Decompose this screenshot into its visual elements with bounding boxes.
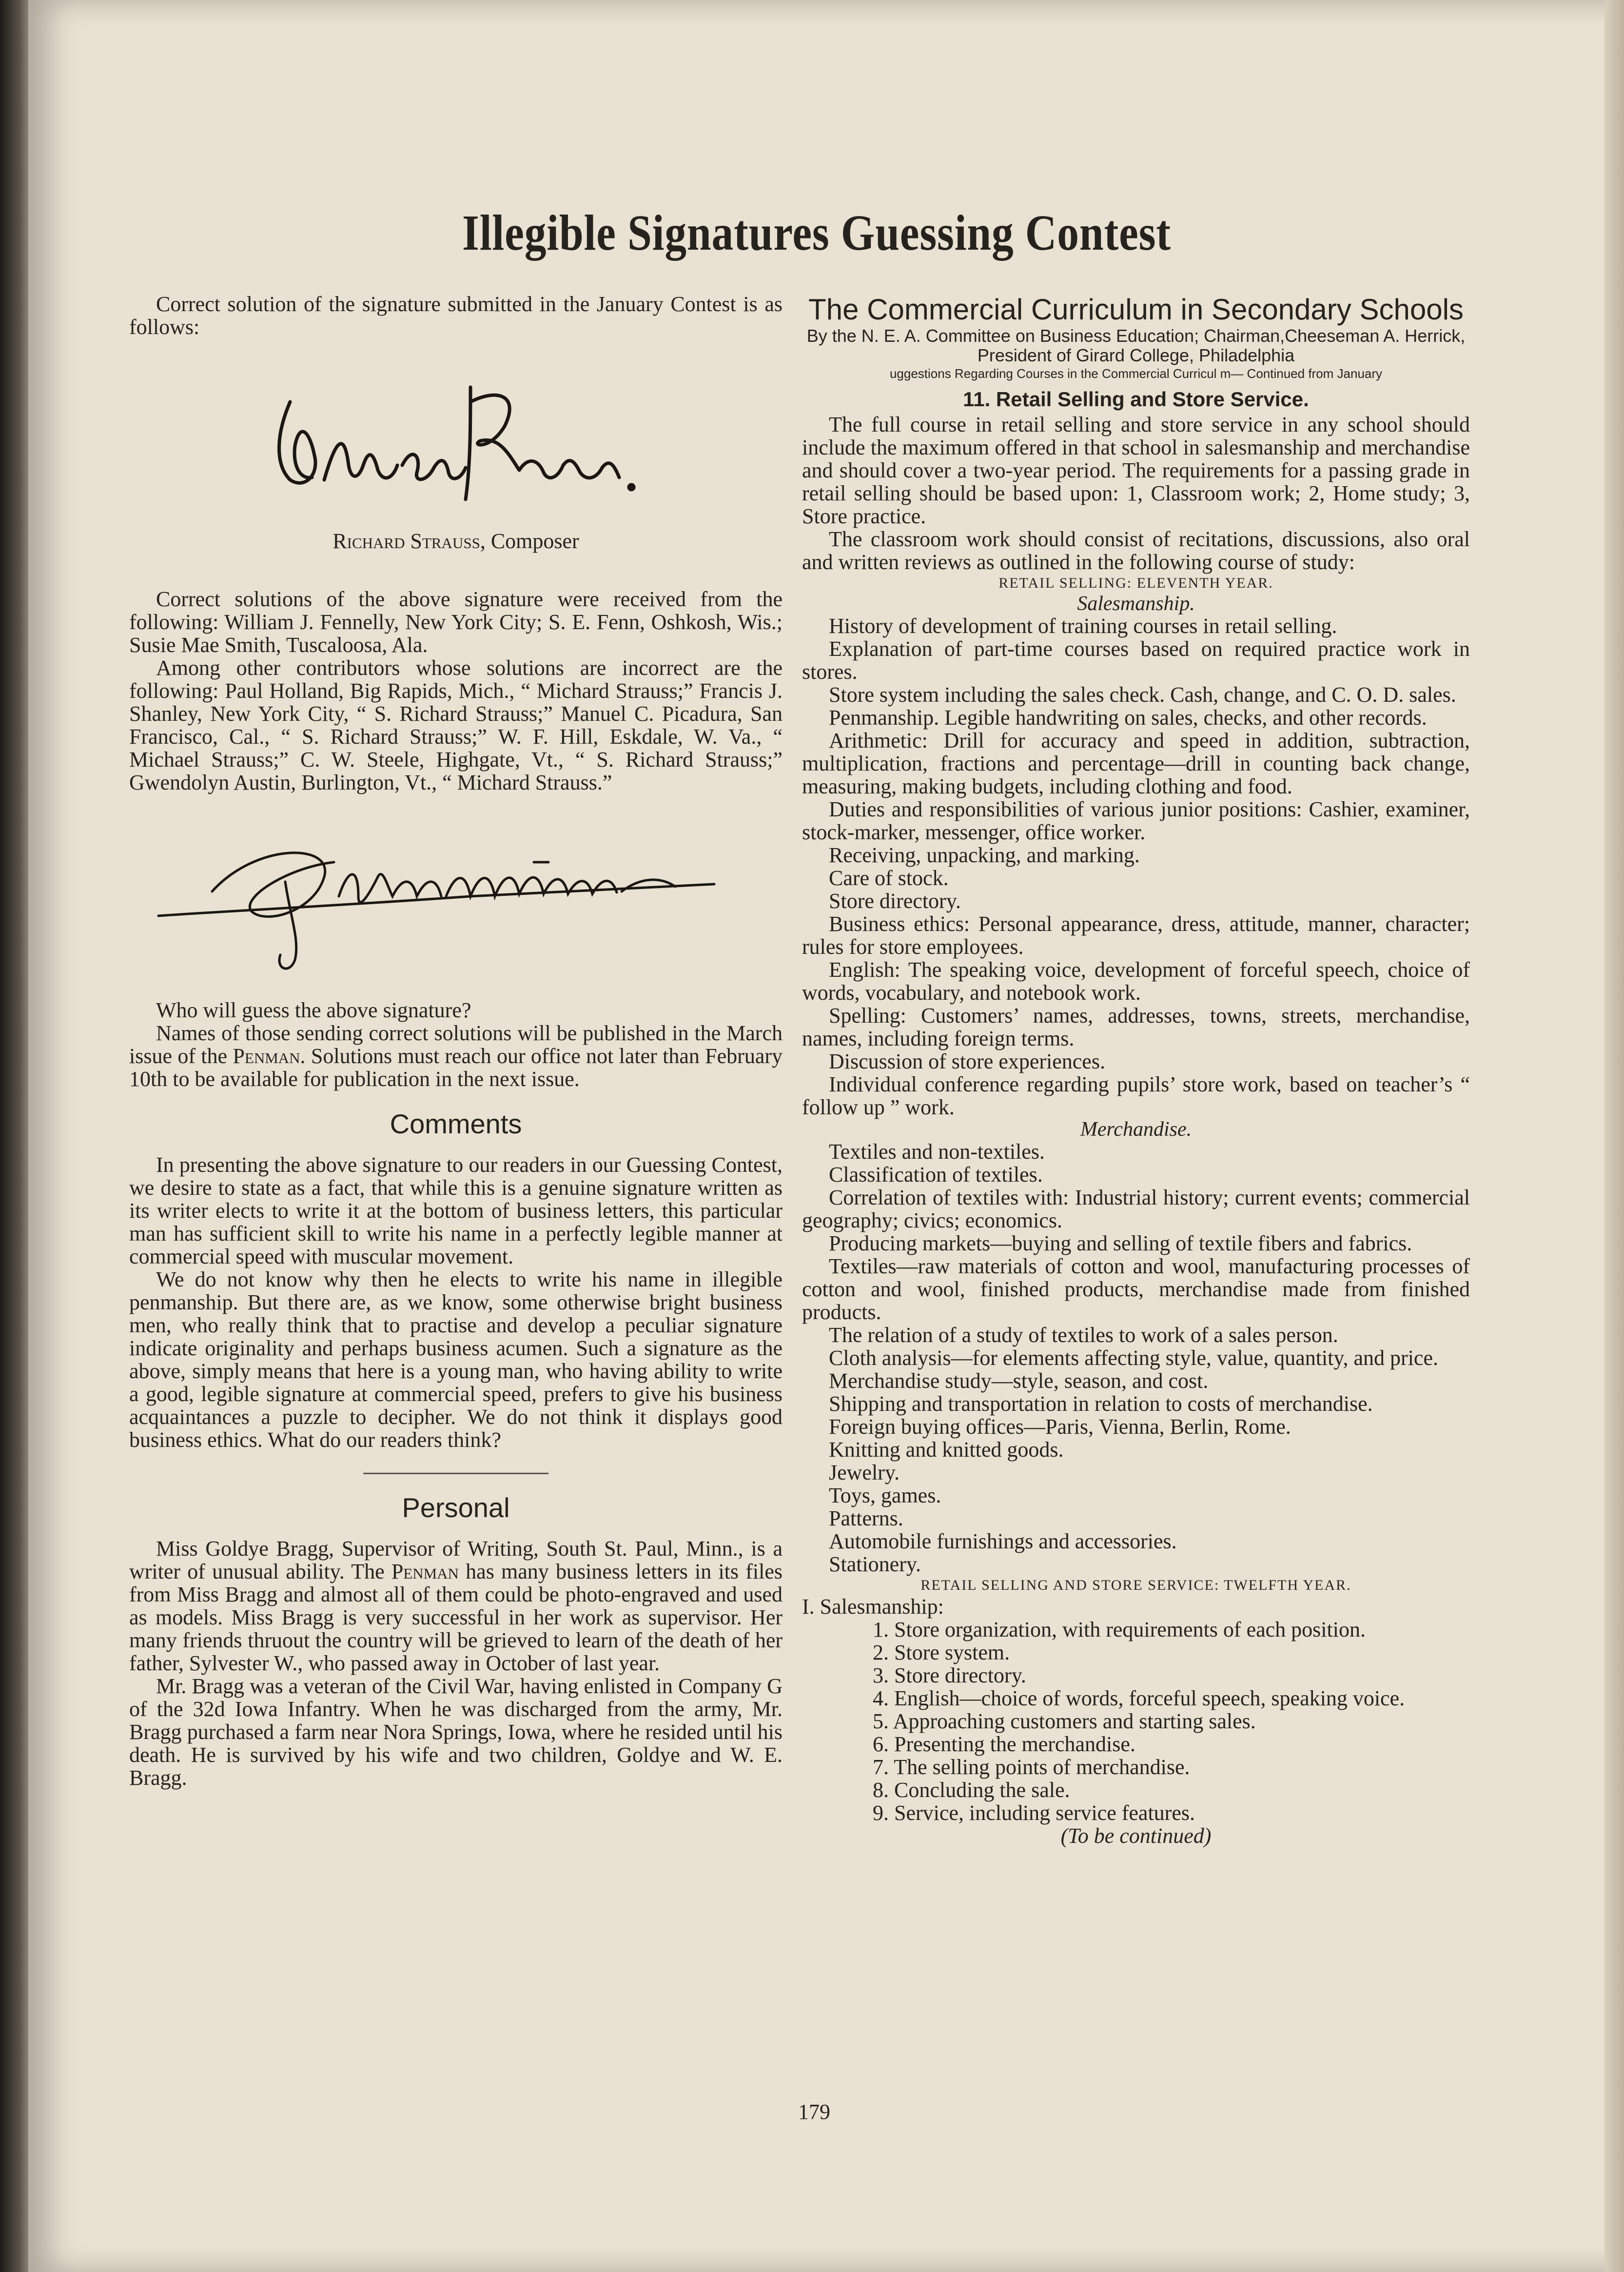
merchandise-item: Cloth analysis—for elements affecting style, value, quantity, and price. <box>829 1346 1438 1370</box>
merchandise-item: Merchandise study—style, season, and cost. <box>829 1369 1209 1393</box>
retail-paragraph-2: The classroom work should consist of recitations, discussions, also oral and written reviews as outlined in the following course of study: <box>802 527 1470 574</box>
salesmanship-item: Individual conference regarding pupils’ store work, based on teacher’s “ follow up ” work. <box>802 1072 1470 1119</box>
divider <box>363 1473 548 1474</box>
left-column <box>129 293 783 1789</box>
salesmanship-roman-heading: I. Salesmanship: <box>802 1595 944 1619</box>
merchandise-item: Stationery. <box>829 1552 921 1576</box>
intro-paragraph: Correct solution of the signature submitted in the January Contest is as follows: <box>129 292 783 339</box>
personal-paragraph-1 <box>129 1537 783 1675</box>
penman-name-2: Penman <box>391 1560 459 1583</box>
merchandise-item: The relation of a study of textiles to work of a sales person. <box>829 1323 1338 1347</box>
salesmanship-item: Store directory. <box>829 889 961 913</box>
merchandise-item: Classification of textiles. <box>829 1163 1043 1186</box>
numbered-item: 3. Store directory. <box>873 1663 1026 1687</box>
penman-name: Penman <box>233 1044 300 1068</box>
personal-text-a: Miss Goldye Bragg, Supervisor of Writing, South St. Paul, Minn., is a writer of unusual ability. The <box>129 1537 783 1583</box>
caption-role: , Composer <box>480 529 579 553</box>
salesmanship-item: Store system including the sales check. Cash, change, and C. O. D. sales. <box>829 683 1456 707</box>
salesmanship-item: Care of stock. <box>829 866 949 890</box>
merchandise-item: Textiles and non-textiles. <box>829 1140 1045 1164</box>
numbered-item: 8. Concluding the sale. <box>873 1778 1070 1802</box>
salesmanship-item: Receiving, unpacking, and marking. <box>829 843 1140 867</box>
merchandise-item: Shipping and transportation in relation to costs of merchandise. <box>829 1392 1373 1416</box>
question-paragraph: Who will guess the above signature? <box>156 998 471 1022</box>
numbered-item: 4. English—choice of words, forceful speech, speaking voice. <box>873 1686 1405 1710</box>
curriculum-title: The Commercial Curriculum in Secondary Schools <box>808 293 1464 326</box>
merchandise-item: Textiles—raw materials of cotton and wool, manufacturing processes of cotton and wool, finished products, merchandise made from finished products. <box>802 1254 1470 1324</box>
mystery-signature <box>129 813 783 989</box>
numbered-item: 6. Presenting the merchandise. <box>873 1732 1135 1756</box>
salesmanship-item: Duties and responsibilities of various junior positions: Cashier, examiner, stock-marker, messenger, office worker. <box>802 797 1470 844</box>
merchandise-heading: Merchandise. <box>1080 1118 1192 1141</box>
merchandise-item: Toys, games. <box>829 1483 941 1507</box>
strauss-signature <box>129 368 783 514</box>
salesmanship-item: History of development of training courses in retail selling. <box>829 614 1337 638</box>
right-column <box>802 293 1470 1847</box>
caption-name: Richard Strauss <box>333 529 480 553</box>
salesmanship-item: Penmanship. Legible handwriting on sales, checks, and other records. <box>829 706 1427 730</box>
salesmanship-heading: Salesmanship. <box>1077 593 1195 615</box>
merchandise-item: Knitting and knitted goods. <box>829 1438 1064 1462</box>
merchandise-item: Jewelry. <box>829 1461 900 1484</box>
incorrect-solutions-paragraph: Among other contributors whose solutions are incorrect are the following: Paul Holland, Big Rapids, Mich., “ Michard Strauss;” Francis J. Shanley, New York City, “ S. Richard Strauss;” Manuel C. Picadura, San Francisco, Cal., “ S. Richard Strauss;” W. F. Hill, Eskdale, W. Va., “ Michael Strauss;” C. W. Steele, Highgate, Vt., “ S. Richard Strauss;” Gwendolyn Austin, Burlington, Vt., “ Michard Strauss.” <box>129 656 783 794</box>
salesmanship-item: Arithmetic: Drill for accuracy and speed in addition, subtraction, multiplication, fractions and percentage—drill in counting back change, measuring, making budgets, including clothing and food. <box>802 729 1470 798</box>
numbered-item: 2. Store system. <box>873 1640 1010 1664</box>
names-paragraph <box>129 1022 783 1090</box>
merchandise-item: Patterns. <box>829 1506 903 1530</box>
numbered-item: 7. The selling points of merchandise. <box>873 1755 1190 1779</box>
comments-heading: Comments <box>390 1108 522 1139</box>
retail-selling-subheading: 11. Retail Selling and Store Service. <box>963 388 1309 411</box>
personal-paragraph-2: Mr. Bragg was a veteran of the Civil War, having enlisted in Company G of the 32d Iowa Infantry. When he was discharged from the army, Mr. Bragg purchased a farm near Nora Springs, Iowa, where he resided until his death. He is survived by his wife and two children, Goldye and W. E. Bragg. <box>129 1674 783 1790</box>
curriculum-suggestions-line: uggestions Regarding Courses in the Commercial Curricul m— Continued from January <box>889 366 1383 381</box>
numbered-list <box>802 1618 1470 1824</box>
numbered-item: 9. Service, including service features. <box>873 1801 1195 1825</box>
numbered-item: 1. Store organization, with requirements of each position. <box>873 1618 1366 1641</box>
names-text-a: Names of those sending correct solutions will be published in the March issue of the <box>129 1021 783 1068</box>
page-edge <box>1604 0 1624 2272</box>
merchandise-item: Automobile furnishings and accessories. <box>829 1529 1177 1553</box>
salesmanship-item: Explanation of part-time courses based on required practice work in stores. <box>802 637 1470 684</box>
names-text-b: . Solutions must reach our office not later than February 10th to be available for publication in the next issue. <box>129 1044 783 1091</box>
salesmanship-item: Business ethics: Personal appearance, dress, attitude, manner, character; rules for store employees. <box>802 912 1470 959</box>
eleventh-year-heading: RETAIL SELLING: ELEVENTH YEAR. <box>998 575 1273 591</box>
salesmanship-item: English: The speaking voice, development of forceful speech, choice of words, vocabulary, and notebook work. <box>802 958 1470 1005</box>
comments-paragraph-1: In presenting the above signature to our readers in our Guessing Contest, we desire to state as a fact, that while this is a genuine signature written as its writer elects to write it at the bottom of business letters, this particular man has sufficient skill to write his name in a perfectly legible manner at commercial speed with muscular movement. <box>129 1153 783 1268</box>
curriculum-byline: By the N. E. A. Committee on Business Education; Chairman,Cheeseman A. Herrick, President of Girard College, Philadelphia <box>806 326 1466 365</box>
book-spine <box>0 0 28 2272</box>
signature-caption <box>129 529 783 553</box>
salesmanship-item: Discussion of store experiences. <box>829 1049 1105 1073</box>
correct-solutions-paragraph: Correct solutions of the above signature were received from the following: William J. Fennelly, New York City; S. E. Fenn, Oshkosh, Wis.; Susie Mae Smith, Tuscaloosa, Ala. <box>129 587 783 657</box>
page-title: Illegible Signatures Guessing Contest <box>462 205 1171 261</box>
twelfth-year-heading: RETAIL SELLING AND STORE SERVICE: TWELFTH YEAR. <box>920 1577 1351 1593</box>
merchandise-item: Correlation of textiles with: Industrial history; current events; commercial geography; civics; economics. <box>802 1185 1470 1232</box>
comments-paragraph-2: We do not know why then he elects to write his name in illegible penmanship. But there are, as we know, some otherwise bright business men, who really think that to practise and develop a peculiar signature indicate originality and perhaps business acumen. Such a signature as the above, simply means that here is a young man, who having ability to write a good, legible signature at commercial speed, prefers to give his business acquaintances a puzzle to decipher. We do not think it displays good business ethics. What do our readers think? <box>129 1267 783 1452</box>
to-be-continued: (To be continued) <box>1060 1824 1212 1848</box>
merchandise-item: Producing markets—buying and selling of textile fibers and fabrics. <box>829 1231 1412 1255</box>
salesmanship-item: Spelling: Customers’ names, addresses, towns, streets, merchandise, names, including foreign terms. <box>802 1004 1470 1050</box>
numbered-item: 5. Approaching customers and starting sales. <box>873 1709 1256 1733</box>
page-number: 179 <box>798 2100 830 2124</box>
personal-text-b: has many business letters in its files from Miss Bragg and almost all of them could be photo-engraved and used as models. Miss Bragg is very successful in her work as supervisor. Her many friends thruout the country will be grieved to learn of the death of her father, Sylvester W., who passed away in October of last year. <box>129 1560 783 1675</box>
personal-heading: Personal <box>402 1492 510 1523</box>
retail-paragraph-1: The full course in retail selling and store service in any school should include the maximum offered in that school in salesmanship and merchandise and should cover a two-year period. The requirements for a passing grade in retail selling should be based upon: 1, Classroom work; 2, Home study; 3, Store practice. <box>802 413 1470 528</box>
merchandise-item: Foreign buying offices—Paris, Vienna, Berlin, Rome. <box>829 1415 1291 1439</box>
